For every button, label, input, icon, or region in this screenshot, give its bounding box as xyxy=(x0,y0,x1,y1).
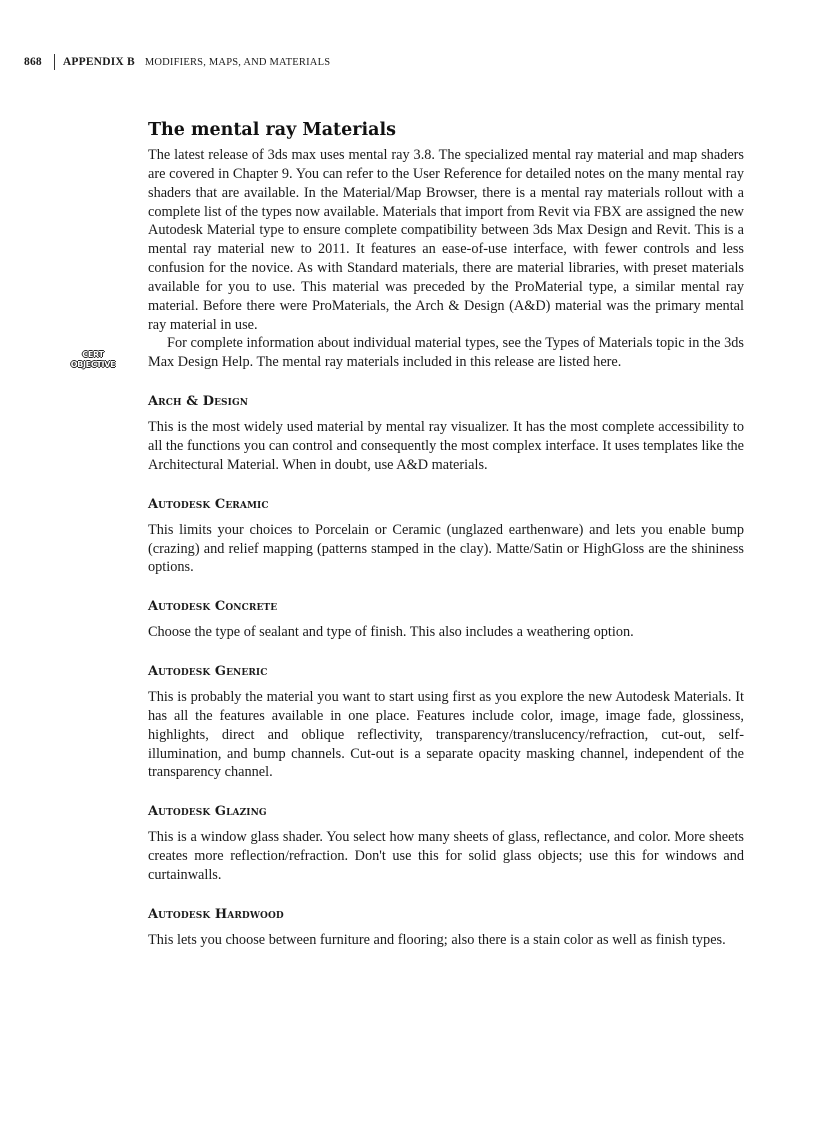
cert-badge-line2: OBJECTIVE xyxy=(70,360,116,369)
subsection-body: This limits your choices to Porcelain or Ceramic (unglazed earthenware) and lets you enable bump (crazing) and relief mapping (patterns stamped in the clay). Matte/Satin or HighGloss are the shininess options. xyxy=(148,521,744,576)
section-paragraph: For complete information about individual material types, see the Types of Materials topic in the 3ds Max Design Help. The mental ray materials included in this release are listed here. xyxy=(148,335,744,371)
subsection-heading: Autodesk Ceramic xyxy=(148,496,269,512)
section-title: The mental ray Materials xyxy=(148,120,396,140)
page-body xyxy=(148,119,744,950)
subsection-autodesk-concrete xyxy=(148,598,744,642)
subsection-body: This lets you choose between furniture and flooring; also there is a stain color as well as finish types. xyxy=(148,931,726,948)
subsection-heading: Autodesk Concrete xyxy=(148,599,278,615)
subsection-arch-design xyxy=(148,393,744,475)
subsection-heading: Arch & Design xyxy=(148,394,249,410)
subsection-autodesk-glazing xyxy=(148,803,744,885)
subsection-autodesk-hardwood xyxy=(148,906,744,950)
subsection-autodesk-generic xyxy=(148,663,744,782)
appendix-label: APPENDIX B xyxy=(62,56,135,68)
cert-objective-icon xyxy=(68,345,118,375)
subsection-autodesk-ceramic xyxy=(148,496,744,578)
cert-badge-line1: CERT xyxy=(82,350,104,359)
page-number: 868 xyxy=(24,56,42,68)
section-paragraph: The latest release of 3ds max uses mental ray 3.8. The specialized mental ray material and map shaders are covered in Chapter 9. You can refer to the User Reference for detailed notes on the many mental ray shaders that are available. In the Material/Map Browser, there is a mental ray materials rollout with a complete list of the types now available. Materials that import from Revit via FBX are assigned the new Autodesk Material type to ensure complete compatibility between 3ds Max Design and Revit. This is a mental ray material new to 2011. It features an ease-of-use interface, with fewer controls and less confusion for the novice. As with Standard materials, there are material libraries, with preset materials available for you to use. This material was preceded by the ProMaterial type, a similar mental ray material. Before there were ProMaterials, the Arch & Design (A&D) material was the primary mental ray material in use. xyxy=(148,147,744,333)
subsection-heading: Autodesk Glazing xyxy=(148,804,267,820)
subsection-body: This is probably the material you want to start using first as you explore the new Autodesk Materials. It has all the features available in one place. Features include color, image, image fade, glossiness, highlights, direct and oblique reflectivity, transparency/translucency/refraction, cut-out, self-illumination, and bump channels. Cut-out is a separate opacity masking channel, independent of the transparency channel. xyxy=(148,689,744,781)
subsection-body: This is a window glass shader. You select how many sheets of glass, reflectance, and color. More sheets creates more reflection/refraction. Don't use this for solid glass objects; use this for windows and curtainwalls. xyxy=(148,829,744,883)
running-head xyxy=(24,53,330,71)
subsection-body: Choose the type of sealant and type of finish. This also includes a weathering option. xyxy=(148,624,634,641)
subsection-body: This is the most widely used material by mental ray visualizer. It has the most complete accessibility to all the functions you can control and consequently the most complex interface. It uses templates like the Architectural Material. When in doubt, use A&D materials. xyxy=(148,419,744,473)
chapter-title: MODIFIERS, MAPS, AND MATERIALS xyxy=(144,56,331,68)
subsection-heading: Autodesk Hardwood xyxy=(148,906,284,922)
header-divider xyxy=(54,54,55,70)
subsection-heading: Autodesk Generic xyxy=(148,664,268,680)
